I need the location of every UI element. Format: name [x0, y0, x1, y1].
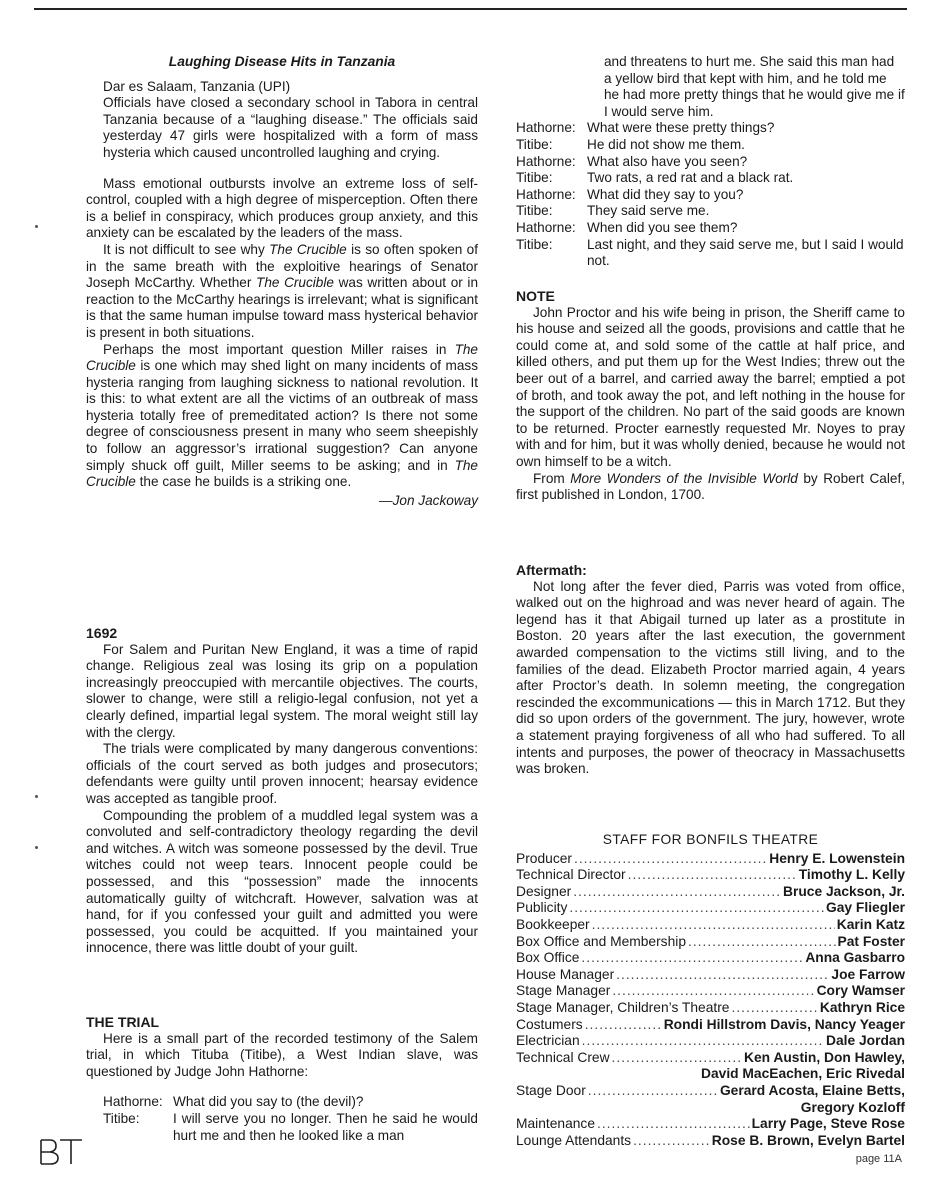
- staff-list: [516, 832, 905, 1149]
- source-citation: From More Wonders of the Invisible World by Robert Calef, first published in London, 1700.: [516, 470, 905, 503]
- staff-row: [516, 1083, 905, 1100]
- staff-row: [516, 917, 905, 934]
- staff-role: Stage Manager: [516, 983, 611, 999]
- dialogue-line: Hathorne: What did they say to you?: [516, 186, 744, 202]
- essay-paragraph: Mass emotional outbursts involve an extreme loss of self-control, coupled with a high degree of misperception. Often there is a belief in conspiracy, which produces group anxiety, and this anxiety can be escalated by the leaders of the mass.: [86, 175, 478, 241]
- leader-dots: [585, 1017, 662, 1034]
- leader-dots: [612, 1050, 742, 1067]
- leader-dots: [588, 1083, 718, 1100]
- section-trial: [86, 1014, 478, 1144]
- section-paragraph: For Salem and Puritan New England, it was a time of rapid change. Religious zeal was losing its grip on a population increasingly preoccupied with mercantile objectives. The courts, slower to change, were still a religio-legal confusion, not yet a clearly defined, impartial legal system. The moral weight still lay with the clergy.: [86, 641, 478, 740]
- staff-row: [516, 1050, 905, 1067]
- staff-row: [516, 1133, 905, 1150]
- staff-name: Rose B. Brown, Evelyn Bartel: [711, 1132, 905, 1148]
- staff-name: Cory Wamser: [816, 983, 905, 999]
- staff-role: Costumers: [516, 1016, 583, 1032]
- staff-name: Kathryn Rice: [819, 999, 905, 1015]
- staff-role: Stage Manager, Children’s Theatre: [516, 999, 730, 1015]
- section-paragraph: Not long after the fever died, Parris was voted from office, walked out on the highroad and was never heard of again. The legend has it that Abigail turned up later as a prostitute in Boston. 20 years after the last execution, the government awarded compensation to the victims still living, and to the families of the dead. Elizabeth Proctor married again, 4 years after Proctor’s death. In solemn meeting, the congregation rescinded the excommunications — this in March 1712. But they did so upon orders of the government. The jury, however, wrote a statement praying forgiveness of all who had suffered. To all intents and purposes, the power of theocracy in Massachusetts was broken.: [516, 578, 905, 777]
- staff-name: Dale Jordan: [826, 1033, 905, 1049]
- staff-name: Pat Foster: [837, 933, 905, 949]
- section-aftermath: [516, 562, 905, 778]
- section-paragraph: Compounding the problem of a muddled legal system was a convoluted and self-contradictory theology regarding the devil and witches. A witch was someone possessed by the devil. True witches could not weep tears. Innocent people could be possessed, and this “possession” made the innocents automatically guilty of witchcraft. However, salvation was at hand, for if you confessed your guilt and admitted you were possessed, you could be acquitted. If you maintained your innocence, there was little doubt of your guilt.: [86, 807, 478, 956]
- staff-name: Gay Fliegler: [826, 900, 905, 916]
- leader-dots: [573, 884, 781, 901]
- margin-mark: [35, 795, 38, 798]
- staff-role: Stage Door: [516, 1082, 586, 1098]
- staff-role: Box Office: [516, 950, 580, 966]
- staff-name: Bruce Jackson, Jr.: [783, 883, 905, 899]
- section-heading: Aftermath:: [516, 562, 587, 578]
- staff-row: [516, 1116, 905, 1133]
- staff-role: Technical Crew: [516, 1049, 610, 1065]
- staff-name: Rondi Hillstrom Davis, Nancy Yeager: [663, 1016, 905, 1032]
- staff-row: [516, 1000, 905, 1017]
- staff-role: Bookkeeper: [516, 916, 590, 932]
- essay-paragraph: It is not difficult to see why The Crucible is so often spoken of in the same breath with the exploitive hearings of Senator Joseph McCarthy. Whether The Crucible was written about or in reaction to the McCarthy hearings is irrelevant; what is significant is that the same human impulse toward mass hysterical behavior is present in both situations.: [86, 241, 479, 340]
- staff-name-continued: Gregory Kozloff: [800, 1099, 905, 1115]
- leader-dots: [569, 900, 824, 917]
- staff-name: Joe Farrow: [831, 966, 905, 982]
- dialogue-continuation: and threatens to hurt me. She said this man had a yellow bird that kept with him, and he told me he had more pretty things that he would give me if I would serve him.: [604, 54, 905, 119]
- staff-role: Box Office and Membership: [516, 933, 686, 949]
- staff-name: Timothy L. Kelly: [798, 867, 905, 883]
- staff-heading: STAFF FOR BONFILS THEATRE: [602, 832, 819, 847]
- staff-role: Publicity: [516, 900, 568, 916]
- staff-role: Technical Director: [516, 867, 626, 883]
- leader-dots: [581, 950, 803, 967]
- article-title: Laughing Disease Hits in Tanzania: [168, 54, 396, 69]
- staff-name-continued: David MacEachen, Eric Rivedal: [701, 1066, 905, 1082]
- leader-dots: [612, 983, 814, 1000]
- section-paragraph: John Proctor and his wife being in prison, the Sheriff came to his house and seized all the goods, provisions and cattle that he could come at, and sold some of the cattle at half price, and killed others, and put them up for the West Indies; threw out the beer out of a barrel, and carried away the barrel; emptied a pot of broth, and took away the pot, and left nothing in the house for the support of the children. No part of the said goods are known to be returned. Procter earnestly requested Mr. Noyes to pray with and for him, but it was wholly denied, because he would not own himself to be a witch.: [516, 304, 905, 469]
- section-heading: 1692: [86, 625, 118, 641]
- leader-dots: [616, 967, 829, 984]
- essay-signature: —Jon Jackoway: [379, 492, 478, 508]
- section-1692: [86, 625, 478, 957]
- staff-role: House Manager: [516, 966, 615, 982]
- article-body: Officials have closed a secondary school in Tabora in central Tanzania because of a “laughing disease.” The officials said yesterday 47 girls were hospitalized with a form of mass hysteria which caused uncontrolled laughing and crying.: [103, 95, 478, 160]
- staff-row: [516, 1033, 905, 1050]
- staff-role: Electrician: [516, 1033, 580, 1049]
- dialogue-line: Hathorne: What did you say to (the devil)?: [103, 1094, 364, 1110]
- dialogue-line: Titibe: He did not show me them.: [516, 136, 745, 152]
- dialogue-line: Titibe: Two rats, a red rat and a black rat.: [516, 170, 794, 186]
- margin-mark: [35, 846, 38, 849]
- staff-row: [516, 884, 905, 901]
- staff-row: [516, 1017, 905, 1034]
- bt-logo: [38, 1138, 84, 1166]
- staff-row: [516, 851, 905, 868]
- staff-name: Gerard Acosta, Elaine Betts,: [719, 1082, 905, 1098]
- staff-name: Anna Gasbarro: [805, 950, 905, 966]
- dialogue-list: [516, 120, 905, 269]
- leader-dots: [688, 934, 836, 951]
- section-paragraph: The trials were complicated by many dangerous conventions: officials of the court served as both judges and prosecutors; defendants were guilty until proven innocent; hearsay evidence was accepted as tangible proof.: [86, 741, 478, 806]
- dialogue-line: Titibe: Last night, and they said serve me, but I said I would not.: [516, 236, 904, 269]
- staff-row: [516, 950, 905, 967]
- section-heading: NOTE: [516, 288, 555, 304]
- dialogue-line: Titibe: They said serve me.: [516, 203, 710, 219]
- section-note: [516, 288, 905, 504]
- leader-dots: [592, 917, 835, 934]
- essay-paragraph: Perhaps the most important question Miller raises in The Crucible is one which may shed light on many incidents of mass hysteria ranging from laughing sickness to national revolution. It is this: to what extent are all the victims of an outbreak of mass hysteria totally free of premeditated action? Is there not some degree of consciousness present in many who seem sheepishly to follow an aggressor’s irrational suggestion? Can anyone simply shuck off guilt, Miller seems to be asking; and in The Crucible the case he builds is a striking one.: [86, 341, 478, 490]
- staff-row: [516, 967, 905, 984]
- dialogue-line: Hathorne: What were these pretty things?: [516, 120, 775, 136]
- staff-name: Karin Katz: [836, 916, 905, 932]
- top-rule: [34, 8, 907, 10]
- page-number: page 11A: [855, 1153, 902, 1165]
- staff-row: [516, 900, 905, 917]
- leader-dots: [582, 1033, 824, 1050]
- leader-dots: [597, 1116, 750, 1133]
- dialogue-line: Hathorne: When did you see them?: [516, 219, 738, 235]
- section-heading: THE TRIAL: [86, 1014, 160, 1030]
- dialogue-line: Hathorne: What also have you seen?: [516, 153, 748, 169]
- dialogue-line: Titibe: I will serve you no longer. Then he said he would hurt me and then he looked like a man: [103, 1110, 478, 1143]
- staff-row: [516, 867, 905, 884]
- staff-role: Lounge Attendants: [516, 1132, 632, 1148]
- staff-role: Maintenance: [516, 1116, 596, 1132]
- leader-dots: [633, 1133, 710, 1150]
- section-paragraph: Here is a small part of the recorded testimony of the Salem trial, in which Tituba (Titibe), a West Indian slave, was questioned by Judge John Hathorne:: [86, 1030, 478, 1079]
- margin-mark: [35, 225, 38, 228]
- staff-row: [516, 983, 905, 1000]
- staff-name: Ken Austin, Don Hawley,: [744, 1049, 905, 1065]
- staff-role: Producer: [516, 850, 572, 866]
- trial-continued: [516, 54, 905, 270]
- leader-dots: [574, 851, 767, 868]
- article-dateline: Dar es Salaam, Tanzania (UPI): [103, 78, 291, 94]
- staff-name: Larry Page, Steve Rose: [751, 1116, 905, 1132]
- staff-row: [516, 934, 905, 951]
- staff-name: Henry E. Lowenstein: [769, 850, 905, 866]
- article-block: [86, 54, 478, 509]
- staff-role: Designer: [516, 883, 572, 899]
- leader-dots: [731, 1000, 817, 1017]
- leader-dots: [628, 867, 797, 884]
